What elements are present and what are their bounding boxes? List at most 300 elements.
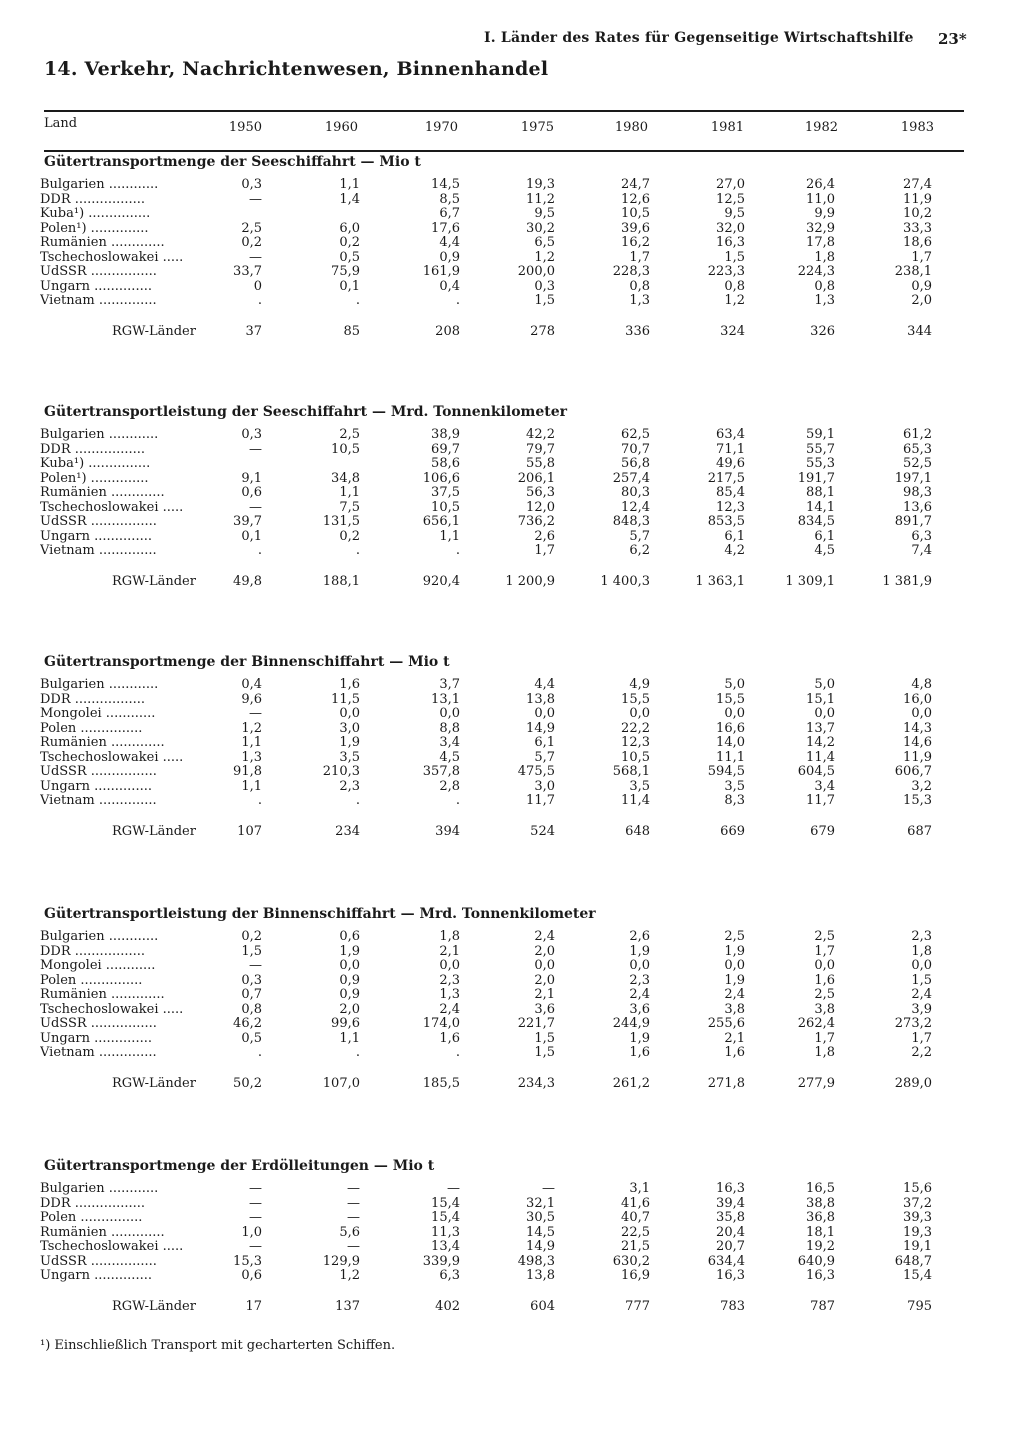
- total-cell: 1 200,9: [505, 573, 555, 589]
- table-cell: 1,9: [724, 943, 745, 959]
- table-cell: 33,7: [233, 264, 262, 279]
- table-cell: 131,5: [322, 514, 360, 529]
- table-cell: 19,2: [806, 1239, 835, 1254]
- table-cell: 15,3: [903, 793, 932, 808]
- table-row: [40, 515, 980, 530]
- total-cell: 289,0: [894, 1075, 932, 1091]
- table-cell: 1,7: [814, 943, 835, 959]
- table-cell: 19,3: [903, 1224, 932, 1240]
- table-cell: 11,3: [431, 1224, 460, 1240]
- table-cell: 0,5: [339, 249, 360, 265]
- table-cell: 223,3: [707, 264, 745, 279]
- table-cell: 10,2: [903, 206, 932, 221]
- table-cell: 1,0: [241, 1224, 262, 1240]
- table-cell: 3,4: [814, 778, 835, 794]
- table-row: [40, 945, 980, 960]
- table-cell: 99,6: [331, 1016, 360, 1031]
- country-name: DDR .................: [40, 944, 146, 959]
- table-cell: 1,5: [241, 943, 262, 959]
- total-label: RGW-Länder: [112, 1298, 196, 1314]
- table-cell: 0,0: [724, 958, 745, 973]
- total-label: RGW-Länder: [112, 823, 196, 839]
- table-cell: 16,2: [621, 235, 650, 250]
- table-cell: 7,4: [911, 543, 932, 558]
- table-cell: 10,5: [431, 499, 460, 515]
- table-cell: 1,8: [911, 943, 932, 959]
- table-cell: 56,8: [621, 456, 650, 471]
- table-cell: 14,9: [526, 720, 555, 736]
- country-name: UdSSR ................: [40, 1017, 157, 1031]
- table-cell: 0,1: [241, 528, 262, 544]
- country-name: Rumänien .............: [40, 236, 165, 250]
- total-cell: 679: [810, 823, 835, 839]
- column-header-year: 1980: [614, 120, 648, 135]
- table-cell: 62,5: [621, 427, 650, 442]
- table-cell: 210,3: [322, 764, 360, 779]
- table-cell: 2,0: [534, 972, 555, 988]
- total-cell: 1 400,3: [600, 573, 650, 589]
- table-cell: 2,1: [439, 943, 460, 959]
- table-cell: 2,5: [724, 929, 745, 944]
- table-cell: 15,4: [431, 1195, 460, 1211]
- table-cell: 1,1: [339, 1030, 360, 1046]
- table-cell: 2,5: [814, 987, 835, 1002]
- total-cell: 185,5: [422, 1075, 460, 1091]
- table-cell: 27,0: [716, 177, 745, 192]
- table-cell: 11,5: [331, 691, 360, 707]
- table-row: [40, 1003, 980, 1018]
- table-cell: 1,1: [241, 735, 262, 750]
- table-cell: 18,6: [903, 235, 932, 250]
- total-label: RGW-Länder: [112, 323, 196, 339]
- table-cell: 5,7: [629, 528, 650, 544]
- table-row: [40, 294, 980, 309]
- table-cell: 9,9: [814, 206, 835, 221]
- table-cell: 1,7: [629, 249, 650, 265]
- table-cell: 606,7: [894, 764, 932, 779]
- table-cell: 568,1: [612, 764, 650, 779]
- table-cell: 3,4: [439, 735, 460, 750]
- table-cell: 39,7: [233, 514, 262, 529]
- table-cell: 8,8: [439, 720, 460, 736]
- table-cell: 4,2: [724, 543, 745, 558]
- table-cell: 853,5: [707, 514, 745, 529]
- table-cell: 0,0: [911, 706, 932, 721]
- total-cell: 795: [907, 1298, 932, 1314]
- table-cell: 98,3: [903, 485, 932, 500]
- table-row: [40, 765, 980, 780]
- table-cell: 6,5: [534, 235, 555, 250]
- total-cell: 17: [245, 1298, 262, 1314]
- table-section: [40, 652, 980, 843]
- table-row: [40, 780, 980, 795]
- table-cell: 6,2: [629, 543, 650, 558]
- table-cell: 736,2: [517, 514, 555, 529]
- table-cell: 16,3: [806, 1268, 835, 1283]
- country-name: Bulgarien ............: [40, 428, 159, 442]
- table-row: [40, 678, 980, 693]
- table-cell: 46,2: [233, 1016, 262, 1031]
- total-cell: 687: [907, 823, 932, 839]
- table-row: [40, 530, 980, 545]
- table-cell: 0,8: [814, 278, 835, 294]
- table-section: [40, 1156, 980, 1318]
- table-row: [40, 472, 980, 487]
- table-cell: .: [355, 543, 360, 558]
- table-cell: 834,5: [797, 514, 835, 529]
- table-cell: .: [355, 793, 360, 808]
- table-cell: 11,4: [621, 793, 650, 808]
- table-cell: 15,4: [431, 1210, 460, 1225]
- country-name: Mongolei ............: [40, 959, 156, 973]
- table-cell: 3,0: [339, 720, 360, 736]
- table-cell: 40,7: [621, 1210, 650, 1225]
- table-cell: 5,0: [814, 677, 835, 692]
- country-name: Ungarn ..............: [40, 1269, 152, 1283]
- table-cell: 1,2: [534, 249, 555, 265]
- country-name: DDR .................: [40, 692, 146, 707]
- table-cell: 6,1: [534, 735, 555, 750]
- total-cell: 278: [530, 323, 555, 339]
- country-name: Polen ...............: [40, 973, 143, 988]
- table-cell: 6,7: [439, 206, 460, 221]
- table-cell: 6,1: [814, 528, 835, 544]
- table-cell: 9,5: [534, 206, 555, 221]
- total-cell: 344: [907, 323, 932, 339]
- table-cell: 221,7: [517, 1016, 555, 1031]
- table-cell: 3,1: [629, 1181, 650, 1196]
- table-cell: 0,3: [534, 278, 555, 294]
- table-cell: 16,6: [716, 720, 745, 736]
- table-cell: —: [249, 1181, 262, 1196]
- table-cell: 0,9: [339, 987, 360, 1002]
- table-cell: 15,5: [716, 691, 745, 707]
- table-cell: 65,3: [903, 441, 932, 457]
- table-cell: 1,5: [911, 972, 932, 988]
- table-cell: 69,7: [431, 441, 460, 457]
- table-cell: 35,8: [716, 1210, 745, 1225]
- table-cell: 2,4: [629, 987, 650, 1002]
- table-cell: 656,1: [422, 514, 460, 529]
- table-cell: 0,0: [439, 706, 460, 721]
- table-cell: 0,9: [911, 278, 932, 294]
- total-cell: 234,3: [517, 1075, 555, 1091]
- table-cell: 3,6: [534, 1001, 555, 1017]
- table-cell: 63,4: [716, 427, 745, 442]
- table-row: [40, 1197, 980, 1212]
- table-row: [40, 207, 980, 222]
- table-cell: 27,4: [903, 177, 932, 192]
- table-cell: 4,4: [534, 677, 555, 692]
- country-name: DDR .................: [40, 1196, 146, 1211]
- table-row: [40, 428, 980, 443]
- table-cell: 70,7: [621, 441, 650, 457]
- country-name: Rumänien .............: [40, 486, 165, 500]
- table-cell: 2,0: [534, 943, 555, 959]
- total-cell: 107: [237, 823, 262, 839]
- total-cell: 261,2: [612, 1075, 650, 1091]
- table-cell: 13,7: [806, 720, 835, 736]
- table-cell: 12,6: [621, 191, 650, 207]
- table-cell: 11,1: [716, 749, 745, 765]
- table-cell: 13,6: [903, 499, 932, 515]
- country-name: UdSSR ................: [40, 765, 157, 779]
- table-cell: 5,0: [724, 677, 745, 692]
- country-name: Tschechoslowakei .....: [40, 1240, 184, 1254]
- table-cell: 12,5: [716, 191, 745, 207]
- country-name: Bulgarien ............: [40, 1182, 159, 1196]
- table-cell: 0,8: [724, 278, 745, 294]
- country-name: Tschechoslowakei .....: [40, 500, 184, 515]
- table-cell: 2,5: [339, 427, 360, 442]
- table-cell: 3,7: [439, 677, 460, 692]
- country-name: Tschechoslowakei .....: [40, 250, 184, 265]
- table-cell: 15,5: [621, 691, 650, 707]
- table-cell: 2,0: [911, 293, 932, 308]
- total-cell: 524: [530, 823, 555, 839]
- column-header-year: 1981: [710, 120, 744, 135]
- column-header-year: 1960: [324, 120, 358, 135]
- table-cell: 1,1: [241, 778, 262, 794]
- table-cell: 30,2: [526, 220, 555, 236]
- country-name: Ungarn ..............: [40, 1031, 152, 1046]
- total-cell: 787: [810, 1298, 835, 1314]
- table-cell: 257,4: [612, 470, 650, 486]
- table-cell: 33,3: [903, 220, 932, 236]
- country-name: Rumänien .............: [40, 1225, 165, 1240]
- table-cell: 39,3: [903, 1210, 932, 1225]
- table-cell: 11,2: [526, 191, 555, 207]
- total-label: RGW-Länder: [112, 1075, 196, 1091]
- table-cell: 16,5: [806, 1181, 835, 1196]
- table-cell: 13,4: [431, 1239, 460, 1254]
- table-cell: 848,3: [612, 514, 650, 529]
- table-cell: 80,3: [621, 485, 650, 500]
- table-cell: —: [249, 958, 262, 973]
- page-title: 14. Verkehr, Nachrichtenwesen, Binnenhandel: [44, 58, 549, 80]
- table-cell: 6,0: [339, 220, 360, 236]
- table-row: [40, 1211, 980, 1226]
- country-name: Bulgarien ............: [40, 178, 159, 192]
- table-cell: 13,8: [526, 691, 555, 707]
- table-cell: 12,4: [621, 499, 650, 515]
- table-cell: 1,7: [534, 543, 555, 558]
- table-top-rule: [44, 110, 964, 112]
- table-cell: 2,6: [534, 528, 555, 544]
- table-cell: 1,5: [534, 1030, 555, 1046]
- table-cell: 2,8: [439, 778, 460, 794]
- table-cell: 34,8: [331, 470, 360, 486]
- table-cell: 1,2: [724, 293, 745, 308]
- table-cell: 174,0: [422, 1016, 460, 1031]
- table-cell: 9,6: [241, 691, 262, 707]
- table-cell: 2,1: [534, 987, 555, 1002]
- table-cell: 18,1: [806, 1224, 835, 1240]
- country-name: Bulgarien ............: [40, 930, 159, 944]
- country-name: Vietnam ..............: [40, 1046, 157, 1060]
- section-title: Gütertransportleistung der Binnenschiffahrt — Mrd. Tonnenkilometer: [44, 906, 596, 922]
- section-title: Gütertransportmenge der Binnenschiffahrt — Mio t: [44, 654, 450, 670]
- total-cell: 137: [335, 1298, 360, 1314]
- table-cell: —: [347, 1195, 360, 1211]
- table-cell: 0,0: [814, 958, 835, 973]
- table-cell: 1,5: [534, 293, 555, 308]
- table-cell: 129,9: [322, 1253, 360, 1269]
- table-cell: 206,1: [517, 470, 555, 486]
- column-header-year: 1975: [520, 120, 554, 135]
- country-name: Ungarn ..............: [40, 279, 152, 294]
- table-cell: 15,3: [233, 1253, 262, 1269]
- table-cell: 20,4: [716, 1224, 745, 1240]
- total-cell: 394: [435, 823, 460, 839]
- table-cell: 238,1: [894, 264, 932, 279]
- country-name: UdSSR ................: [40, 265, 157, 279]
- table-cell: 19,1: [903, 1239, 932, 1254]
- table-section: [40, 402, 980, 593]
- table-row: [40, 501, 980, 516]
- table-cell: 0,0: [339, 706, 360, 721]
- table-cell: 262,4: [797, 1016, 835, 1031]
- table-cell: 640,9: [797, 1253, 835, 1269]
- table-cell: 1,3: [814, 293, 835, 308]
- table-cell: 59,1: [806, 427, 835, 442]
- table-cell: 2,5: [241, 220, 262, 236]
- total-cell: 188,1: [322, 573, 360, 589]
- table-row: [40, 193, 980, 208]
- table-cell: 1,9: [629, 943, 650, 959]
- total-label: RGW-Länder: [112, 573, 196, 589]
- table-cell: 0,8: [241, 1001, 262, 1017]
- table-cell: .: [257, 793, 262, 808]
- table-cell: 32,1: [526, 1195, 555, 1211]
- table-cell: 1,5: [534, 1045, 555, 1060]
- table-cell: 1,9: [339, 735, 360, 750]
- table-cell: 11,9: [903, 191, 932, 207]
- table-cell: 55,7: [806, 441, 835, 457]
- table-cell: 0,6: [241, 485, 262, 500]
- column-header-year: 1983: [900, 120, 934, 135]
- table-cell: 17,6: [431, 220, 460, 236]
- table-cell: 630,2: [612, 1253, 650, 1269]
- table-cell: 2,4: [724, 987, 745, 1002]
- page-number: 23*: [938, 30, 967, 48]
- table-cell: 0: [253, 278, 262, 294]
- table-cell: 0,2: [339, 528, 360, 544]
- table-cell: 16,3: [716, 1268, 745, 1283]
- table-cell: 0,0: [911, 958, 932, 973]
- table-cell: 14,5: [431, 177, 460, 192]
- table-cell: 15,1: [806, 691, 835, 707]
- total-cell: 234: [335, 823, 360, 839]
- table-cell: 30,5: [526, 1210, 555, 1225]
- table-cell: 8,3: [724, 793, 745, 808]
- table-cell: 32,0: [716, 220, 745, 236]
- total-cell: 324: [720, 323, 745, 339]
- table-cell: .: [355, 293, 360, 308]
- table-cell: 61,2: [903, 427, 932, 442]
- table-cell: 1,9: [339, 943, 360, 959]
- table-cell: 11,7: [526, 793, 555, 808]
- country-name: UdSSR ................: [40, 515, 157, 529]
- country-name: Polen ...............: [40, 1211, 143, 1225]
- table-cell: 4,5: [439, 749, 460, 765]
- running-title: I. Länder des Rates für Gegenseitige Wirtschaftshilfe: [484, 30, 914, 46]
- table-cell: 85,4: [716, 485, 745, 500]
- country-name: Tschechoslowakei .....: [40, 750, 184, 765]
- table-cell: 1,6: [629, 1045, 650, 1060]
- table-cell: 197,1: [894, 470, 932, 486]
- table-cell: 14,2: [806, 735, 835, 750]
- table-cell: 273,2: [894, 1016, 932, 1031]
- table-cell: 1,6: [814, 972, 835, 988]
- table-cell: 0,0: [439, 958, 460, 973]
- table-cell: —: [542, 1181, 555, 1196]
- table-cell: 32,9: [806, 220, 835, 236]
- table-cell: 498,3: [517, 1253, 555, 1269]
- country-name: Vietnam ..............: [40, 794, 157, 808]
- table-cell: 2,4: [534, 929, 555, 944]
- table-cell: 1,5: [724, 249, 745, 265]
- table-cell: 10,5: [621, 749, 650, 765]
- table-cell: 37,2: [903, 1195, 932, 1211]
- table-cell: 38,8: [806, 1195, 835, 1211]
- table-cell: 1,6: [439, 1030, 460, 1046]
- table-cell: 79,7: [526, 441, 555, 457]
- table-row: [40, 1017, 980, 1032]
- table-cell: 0,0: [629, 958, 650, 973]
- table-cell: 56,3: [526, 485, 555, 500]
- table-cell: 4,8: [911, 677, 932, 692]
- total-cell: 336: [625, 323, 650, 339]
- table-cell: 228,3: [612, 264, 650, 279]
- country-name: Mongolei ............: [40, 707, 156, 721]
- table-cell: 75,9: [331, 264, 360, 279]
- table-cell: 0,2: [241, 929, 262, 944]
- table-cell: 12,0: [526, 499, 555, 515]
- table-cell: 13,8: [526, 1268, 555, 1283]
- table-cell: 1,9: [724, 972, 745, 988]
- table-cell: 24,7: [621, 177, 650, 192]
- total-cell: 604: [530, 1298, 555, 1314]
- table-cell: —: [347, 1181, 360, 1196]
- table-cell: —: [447, 1181, 460, 1196]
- table-cell: —: [347, 1210, 360, 1225]
- table-cell: 357,8: [422, 764, 460, 779]
- table-row: [40, 736, 980, 751]
- table-cell: 244,9: [612, 1016, 650, 1031]
- country-name: UdSSR ................: [40, 1254, 157, 1269]
- table-cell: 594,5: [707, 764, 745, 779]
- total-cell: 920,4: [422, 573, 460, 589]
- table-cell: 9,5: [724, 206, 745, 221]
- total-cell: 326: [810, 323, 835, 339]
- table-cell: 2,2: [911, 1045, 932, 1060]
- total-row: [40, 1296, 980, 1318]
- table-cell: —: [249, 1239, 262, 1254]
- table-cell: 161,9: [422, 264, 460, 279]
- table-cell: 36,8: [806, 1210, 835, 1225]
- table-cell: .: [257, 543, 262, 558]
- country-name: Kuba¹) ...............: [40, 207, 151, 221]
- table-row: [40, 1226, 980, 1241]
- table-row: [40, 707, 980, 722]
- table-cell: 0,3: [241, 427, 262, 442]
- table-row: [40, 988, 980, 1003]
- table-row: [40, 1240, 980, 1255]
- table-cell: 41,6: [621, 1195, 650, 1211]
- table-cell: 0,0: [534, 706, 555, 721]
- footnote: ¹) Einschließlich Transport mit gecharterten Schiffen.: [40, 1338, 396, 1353]
